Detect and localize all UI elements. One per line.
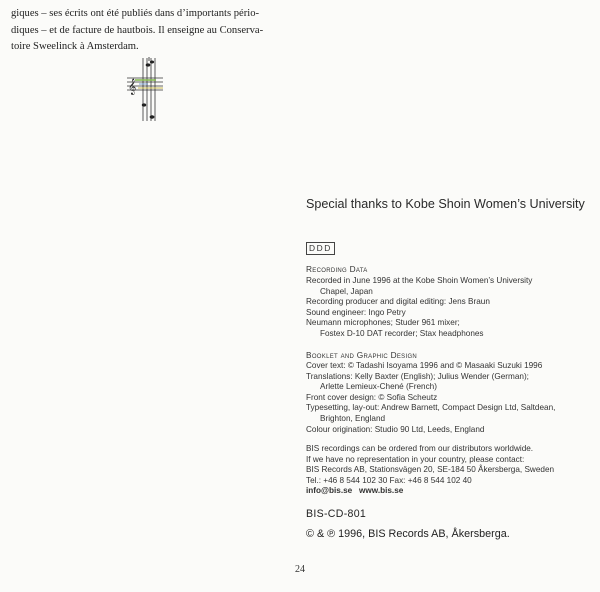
page-number: 24 (295, 564, 305, 575)
text-line: giques – ses écrits ont été publiés dans d’importants pério- (11, 8, 260, 19)
musical-cross-icon (126, 57, 164, 125)
text-line: Fostex D-10 DAT recorder; Stax headphones (320, 328, 484, 338)
catalog-number: BIS-CD-801 (306, 508, 367, 520)
text-line: Typesetting, lay-out: Andrew Barnett, Compact Design Ltd, Saltdean, (306, 403, 556, 413)
text-line: If we have no representation in your country, please contact: (306, 454, 525, 464)
text-line: Recording producer and digital editing: Jens Braun (306, 297, 490, 307)
booklet-design-block (306, 361, 555, 435)
text-line: Recorded in June 1996 at the Kobe Shoin Women’s University (306, 276, 533, 285)
booklet-design-heading: Booklet and Graphic Design (306, 350, 418, 360)
text-line: Brighton, England (320, 413, 386, 423)
text-line: Translations: Kelly Baxter (English); Julius Wender (German); (306, 371, 529, 381)
text-line: diques – et de facture de hautbois. Il enseigne au Conserva- (11, 24, 264, 36)
text-line: toire Sweelinck à Amsterdam. (11, 41, 139, 52)
recording-data-block (306, 276, 532, 340)
ddd-badge: DDD (306, 242, 335, 255)
text-line: Tel.: +46 8 544 102 30 Fax: +46 8 544 102 40 (306, 475, 472, 485)
text-line: Arlette Lemieux-Chené (French) (320, 382, 437, 392)
website-link[interactable]: www.bis.se (359, 486, 404, 496)
email-link[interactable]: info@bis.se (306, 486, 353, 496)
recording-data-heading: Recording Data (306, 264, 368, 274)
distribution-block (306, 444, 554, 497)
text-line: Front cover design: © Sofia Scheutz (306, 392, 438, 402)
text-line: Colour origination: Studio 90 Ltd, Leeds, England (306, 424, 485, 434)
svg-text:𝄞: 𝄞 (128, 79, 137, 95)
special-thanks: Special thanks to Kobe Shoin Women’s University (306, 197, 585, 211)
french-text-block (11, 6, 293, 56)
contact-links (306, 486, 554, 497)
copyright-notice: © & ℗ 1996, BIS Records AB, Åkersberga. (306, 528, 510, 540)
text-line: Sound engineer: Ingo Petry (306, 307, 406, 317)
text-line: BIS Records AB, Stationsvägen 20, SE-184 50 Åkersberga, Sweden (306, 465, 555, 475)
text-line: Chapel, Japan (320, 286, 373, 296)
text-line: BIS recordings can be ordered from our distributors worldwide. (306, 444, 534, 453)
text-line: Cover text: © Tadashi Isoyama 1996 and © Masaaki Suzuki 1996 (306, 361, 543, 370)
text-line: Neumann microphones; Studer 961 mixer; (306, 318, 460, 328)
